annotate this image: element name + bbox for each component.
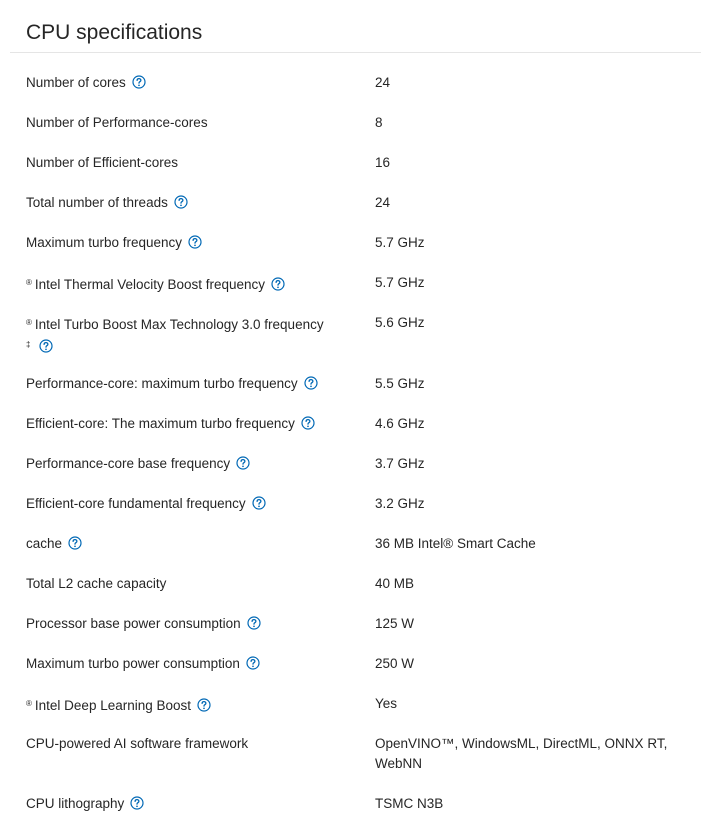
spec-value: 5.5 GHz xyxy=(375,376,425,391)
spec-label xyxy=(26,614,356,634)
question-circle-icon[interactable] xyxy=(188,235,202,249)
spec-label xyxy=(26,534,356,554)
spec-value: 8 xyxy=(375,115,383,130)
spec-label-text: Processor base power consumption xyxy=(26,616,241,631)
registered-mark: ® xyxy=(26,278,32,287)
spec-label xyxy=(26,73,356,93)
spec-label xyxy=(26,313,356,357)
spec-label-text: Number of Performance-cores xyxy=(26,115,208,130)
spec-label-text: Maximum turbo frequency xyxy=(26,235,183,250)
spec-label xyxy=(26,494,356,514)
question-circle-icon[interactable] xyxy=(246,656,260,670)
spec-label xyxy=(26,794,356,814)
spec-label-text: cache xyxy=(26,536,63,551)
spec-value: 5.7 GHz xyxy=(375,275,425,290)
spec-value: 40 MB xyxy=(375,576,415,591)
spec-value: Yes xyxy=(375,696,398,711)
spec-label-text: Performance-core base frequency xyxy=(26,456,231,471)
spec-label xyxy=(26,273,356,295)
spec-label-text: Maximum turbo power consumption xyxy=(26,656,240,671)
question-circle-icon[interactable] xyxy=(132,75,146,89)
spec-value: 125 W xyxy=(375,616,415,631)
spec-label-text: Intel Thermal Velocity Boost frequency xyxy=(34,277,266,292)
spec-label-text: Total number of threads xyxy=(26,195,168,210)
spec-value: 24 xyxy=(375,75,391,90)
question-circle-icon[interactable] xyxy=(39,339,53,353)
question-circle-icon[interactable] xyxy=(197,698,211,712)
question-circle-icon[interactable] xyxy=(130,796,144,810)
spec-value: 3.2 GHz xyxy=(375,496,425,511)
spec-value: 3.7 GHz xyxy=(375,456,425,471)
question-circle-icon[interactable] xyxy=(247,616,261,630)
spec-value: OpenVINO™, WindowsML, DirectML, ONNX RT, WebNN xyxy=(375,736,668,771)
registered-mark: ® xyxy=(26,318,32,327)
question-circle-icon[interactable] xyxy=(304,376,318,390)
spec-value: 4.6 GHz xyxy=(375,416,425,431)
question-circle-icon[interactable] xyxy=(68,536,82,550)
spec-label xyxy=(26,654,356,674)
spec-label xyxy=(26,113,356,133)
spec-label-text: Total L2 cache capacity xyxy=(26,576,167,591)
spec-value: 5.6 GHz xyxy=(375,315,425,330)
spec-label xyxy=(26,193,356,213)
spec-label xyxy=(26,374,356,394)
spec-label-text: CPU-powered AI software framework xyxy=(26,736,249,751)
spec-label xyxy=(26,454,356,474)
question-circle-icon[interactable] xyxy=(236,456,250,470)
spec-label-text: CPU lithography xyxy=(26,796,125,811)
spec-value: 250 W xyxy=(375,656,415,671)
spec-label-text: Number of Efficient-cores xyxy=(26,155,179,170)
spec-value: 24 xyxy=(375,195,391,210)
spec-label xyxy=(26,734,356,754)
spec-label-text: Intel Turbo Boost Max Technology 3.0 frequency xyxy=(34,317,324,332)
spec-value: 16 xyxy=(375,155,391,170)
footnote-mark: ‡ xyxy=(26,340,31,349)
spec-value: 36 MB Intel® Smart Cache xyxy=(375,536,536,551)
spec-value: TSMC N3B xyxy=(375,796,444,811)
spec-label xyxy=(26,574,356,594)
question-circle-icon[interactable] xyxy=(252,496,266,510)
spec-label-text: Number of cores xyxy=(26,75,126,90)
spec-value: 5.7 GHz xyxy=(375,235,425,250)
spec-label-text: Intel Deep Learning Boost xyxy=(34,698,192,713)
question-circle-icon[interactable] xyxy=(174,195,188,209)
question-circle-icon[interactable] xyxy=(271,277,285,291)
spec-label xyxy=(26,233,356,253)
section-title: CPU specifications xyxy=(26,21,203,44)
spec-label-text: Efficient-core: The maximum turbo frequency xyxy=(26,416,295,431)
spec-label xyxy=(26,694,356,716)
registered-mark: ® xyxy=(26,699,32,708)
spec-label-text: Efficient-core fundamental frequency xyxy=(26,496,246,511)
spec-label-text: Performance-core: maximum turbo frequency xyxy=(26,376,298,391)
spec-label xyxy=(26,153,356,173)
question-circle-icon[interactable] xyxy=(301,416,315,430)
spec-label xyxy=(26,414,356,434)
